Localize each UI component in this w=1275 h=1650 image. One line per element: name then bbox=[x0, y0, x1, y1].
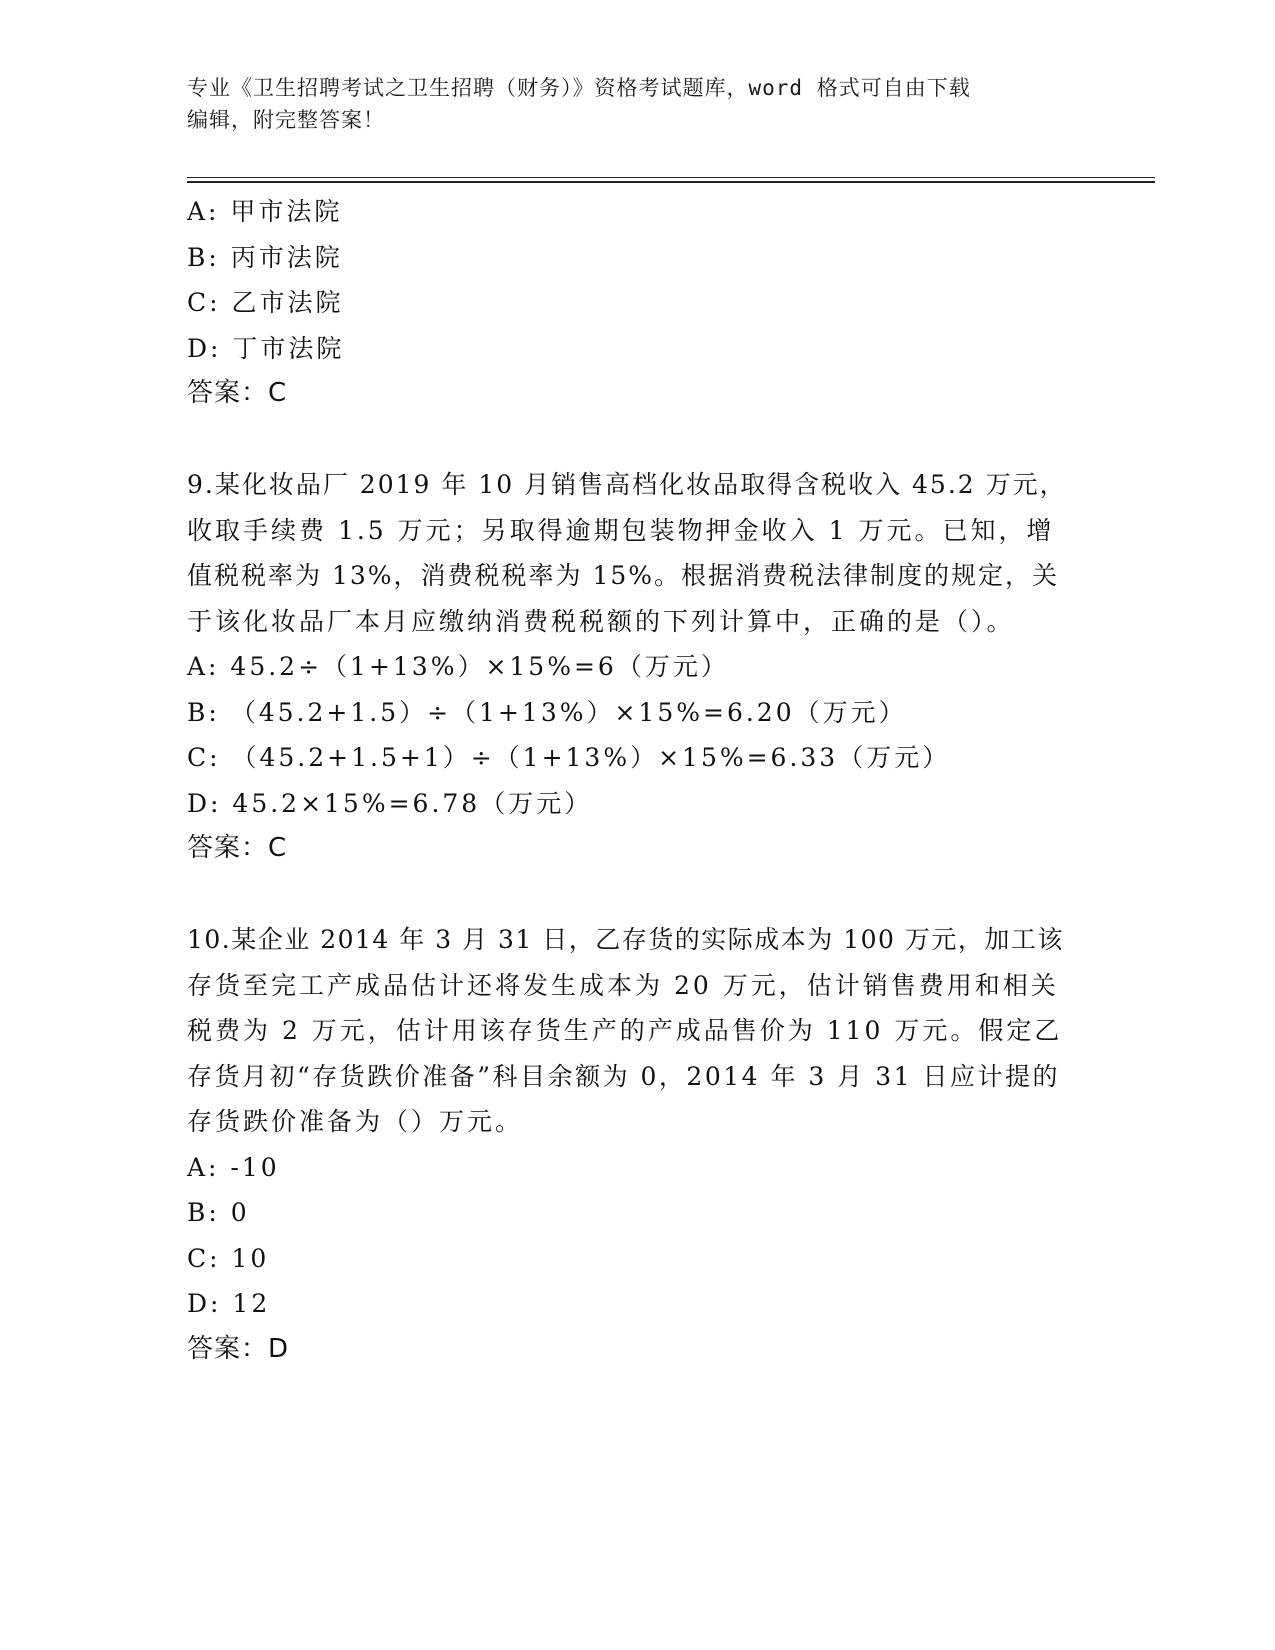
option-a: A: 45.2÷（1+13%）×15%=6（万元） bbox=[187, 652, 729, 681]
header-line-2: 编辑，附完整答案！ bbox=[187, 108, 385, 132]
option-d: D: 12 bbox=[187, 1289, 271, 1318]
option-d: D: 丁市法院 bbox=[187, 333, 345, 363]
option-b: B: 0 bbox=[187, 1198, 250, 1227]
answer-label: 答案：C bbox=[187, 833, 288, 863]
question-text-line: 值税税率为 13%，消费税税率为 15%。根据消费税法律制度的规定，关 bbox=[187, 561, 1060, 590]
question-text-line: 税费为 2 万元，估计用该存货生产的产成品售价为 110 万元。假定乙 bbox=[187, 1016, 1063, 1045]
question-9 bbox=[187, 462, 1067, 872]
question-10 bbox=[187, 917, 1067, 1372]
question-text-line: 于该化妆品厂本月应缴纳消费税税额的下列计算中，正确的是（）。 bbox=[187, 606, 1015, 636]
answer-label: 答案：C bbox=[187, 378, 288, 408]
question-list bbox=[187, 189, 1067, 1372]
option-b: B: 丙市法院 bbox=[187, 242, 343, 272]
question-text-line: 存货月初“存货跌价准备”科目余额为 0，2014 年 3 月 31 日应计提的 bbox=[187, 1061, 1060, 1091]
question-text-line: 存货至完工产成品估计还将发生成本为 20 万元，估计销售费用和相关 bbox=[187, 970, 1059, 1000]
header-line-1: 专业《卫生招聘考试之卫生招聘（财务）》资格考试题库，word 格式可自由下载 bbox=[187, 76, 971, 100]
question-text-line: 9.某化妆品厂 2019 年 10 月销售高档化妆品取得含税收入 45.2 万元， bbox=[187, 470, 1067, 499]
question-text-line: 存货跌价准备为（）万元。 bbox=[187, 1107, 524, 1136]
option-b: B: （45.2+1.5）÷（1+13%）×15%=6.20（万元） bbox=[187, 697, 907, 727]
header-divider-thick bbox=[187, 181, 1155, 183]
option-c: C: 乙市法院 bbox=[187, 288, 344, 317]
spacer bbox=[187, 417, 1067, 463]
question-8 bbox=[187, 189, 1067, 417]
option-c: C: （45.2+1.5+1）÷（1+13%）×15%=6.33（万元） bbox=[187, 743, 951, 772]
option-c: C: 10 bbox=[187, 1243, 270, 1273]
answer-label: 答案：D bbox=[187, 1333, 290, 1364]
option-a: A: 甲市法院 bbox=[187, 197, 343, 226]
option-a: A: -10 bbox=[187, 1152, 280, 1182]
question-text-line: 10.某企业 2014 年 3 月 31 日，乙存货的实际成本为 100 万元，加工该 bbox=[187, 925, 1064, 954]
header-divider-thin bbox=[187, 177, 1155, 178]
spacer bbox=[187, 872, 1067, 918]
option-d: D: 45.2×15%=6.78（万元） bbox=[187, 788, 593, 818]
question-text-line: 收取手续费 1.5 万元；另取得逾期包装物押金收入 1 万元。已知，增 bbox=[187, 515, 1055, 545]
document-header bbox=[187, 72, 1067, 136]
